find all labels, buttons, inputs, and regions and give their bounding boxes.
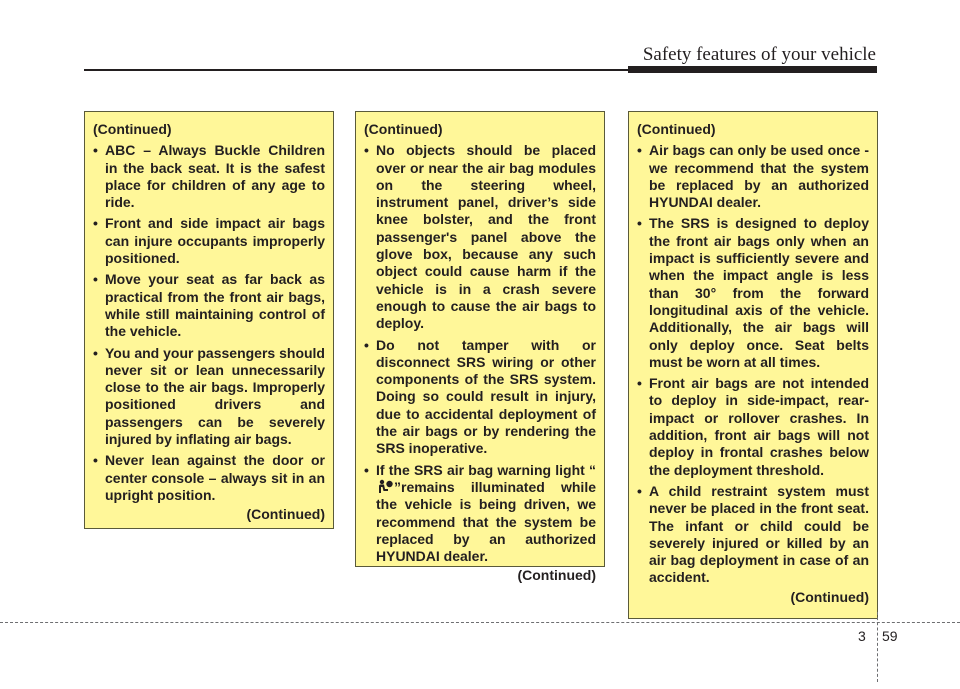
warning-box-2 [355,111,605,584]
continued-label-bottom: (Continued) [790,588,869,605]
chapter-number: 3 [858,628,866,644]
warning-item [637,215,869,371]
warning-text-before: If the SRS air bag warning light “ [376,461,596,478]
warning-list [364,142,596,565]
continued-label-bottom: (Continued) [517,567,596,584]
warning-text: You and your passengers should never sit or lean unnecessarily close to the air bags. Improperly positioned drivers and passengers can be severely injured by inflating air bags. [105,344,325,448]
bullet-icon: • [93,452,98,469]
footer-divider [877,612,878,682]
bullet-icon: • [364,461,369,478]
warning-item-srs-light [364,462,596,566]
warning-text: Do not tamper with or disconnect SRS wiring or other components of the SRS system. Doing so could result in injury, due to accidental deployment of the air bags or by rendering the SRS inoperative. [376,336,596,457]
warning-item [637,375,869,479]
warning-text: Front and side impact air bags can injure occupants improperly positioned. [105,215,325,267]
warning-text: Air bags can only be used once - we recommend that the system be replaced by an authorized HYUNDAI dealer. [649,142,869,211]
warning-text: The SRS is designed to deploy the front air bags only when an impact is sufficiently severe and when the impact angle is less than 30° from the forward longitudinal axis of the vehicle. Additionally, the air bags will only deploy once. Seat belts must be worn at all times. [649,215,869,370]
warning-text: Never lean against the door or center console – always sit in an upright position. [105,452,325,503]
continued-label: (Continued) [93,121,172,137]
warning-item [364,142,596,332]
warning-item [364,337,596,458]
warning-text-after: ”remains illuminated while the vehicle is being driven, we recommend that the system be replaced by an authorized HYUNDAI dealer. [376,478,596,565]
bullet-icon: • [364,142,369,159]
warning-text: Front air bags are not intended to deploy in side-impact, rear-impact or rollover crashes. In addition, front air bags will not deploy in frontal crashes below the deployment threshold. [649,375,869,478]
footer-rule [0,622,960,623]
continued-label: (Continued) [364,121,443,137]
warning-item [93,452,325,504]
bullet-icon: • [637,375,642,392]
bullet-icon: • [364,336,369,353]
warning-item [93,142,325,211]
warning-text: No objects should be placed over or near the air bag modules on the steering wheel, instrument panel, driver’s side knee bolster, and the front passenger's panel above the glove box, because any such object could cause harm if the vehicle is in a crash severe enough to cause the air bags to deploy. [376,142,596,332]
warning-list [93,142,325,504]
airbag-warning-icon [376,479,394,495]
warning-item [93,271,325,340]
page-number: 59 [882,628,898,644]
warning-item [637,142,869,211]
bullet-icon: • [93,215,98,232]
warning-list [637,142,869,586]
warning-text: ABC – Always Buckle Children in the back seat. It is the safest place for children of any age to ride. [105,142,325,211]
warning-item [637,483,869,587]
bullet-icon: • [93,344,98,361]
warning-item [93,345,325,449]
warning-box-3 [628,111,878,619]
bullet-icon: • [93,142,98,159]
warning-item [93,215,325,267]
bullet-icon: • [637,142,642,159]
warning-text: Move your seat as far back as practical from the front air bags, while still maintaining control of the vehicle. [105,271,325,340]
continued-label-bottom: (Continued) [246,506,325,523]
continued-label: (Continued) [637,121,716,137]
warning-text: A child restraint system must never be placed in the front seat. The infant or child could be severely injured or killed by an air bag deployment in case of an accident. [649,482,869,586]
section-title: Safety features of your vehicle [642,44,876,65]
bullet-icon: • [637,215,642,232]
header-rule-accent [628,66,877,73]
bullet-icon: • [93,271,98,288]
bullet-icon: • [637,482,642,499]
warning-box-1 [84,111,334,529]
